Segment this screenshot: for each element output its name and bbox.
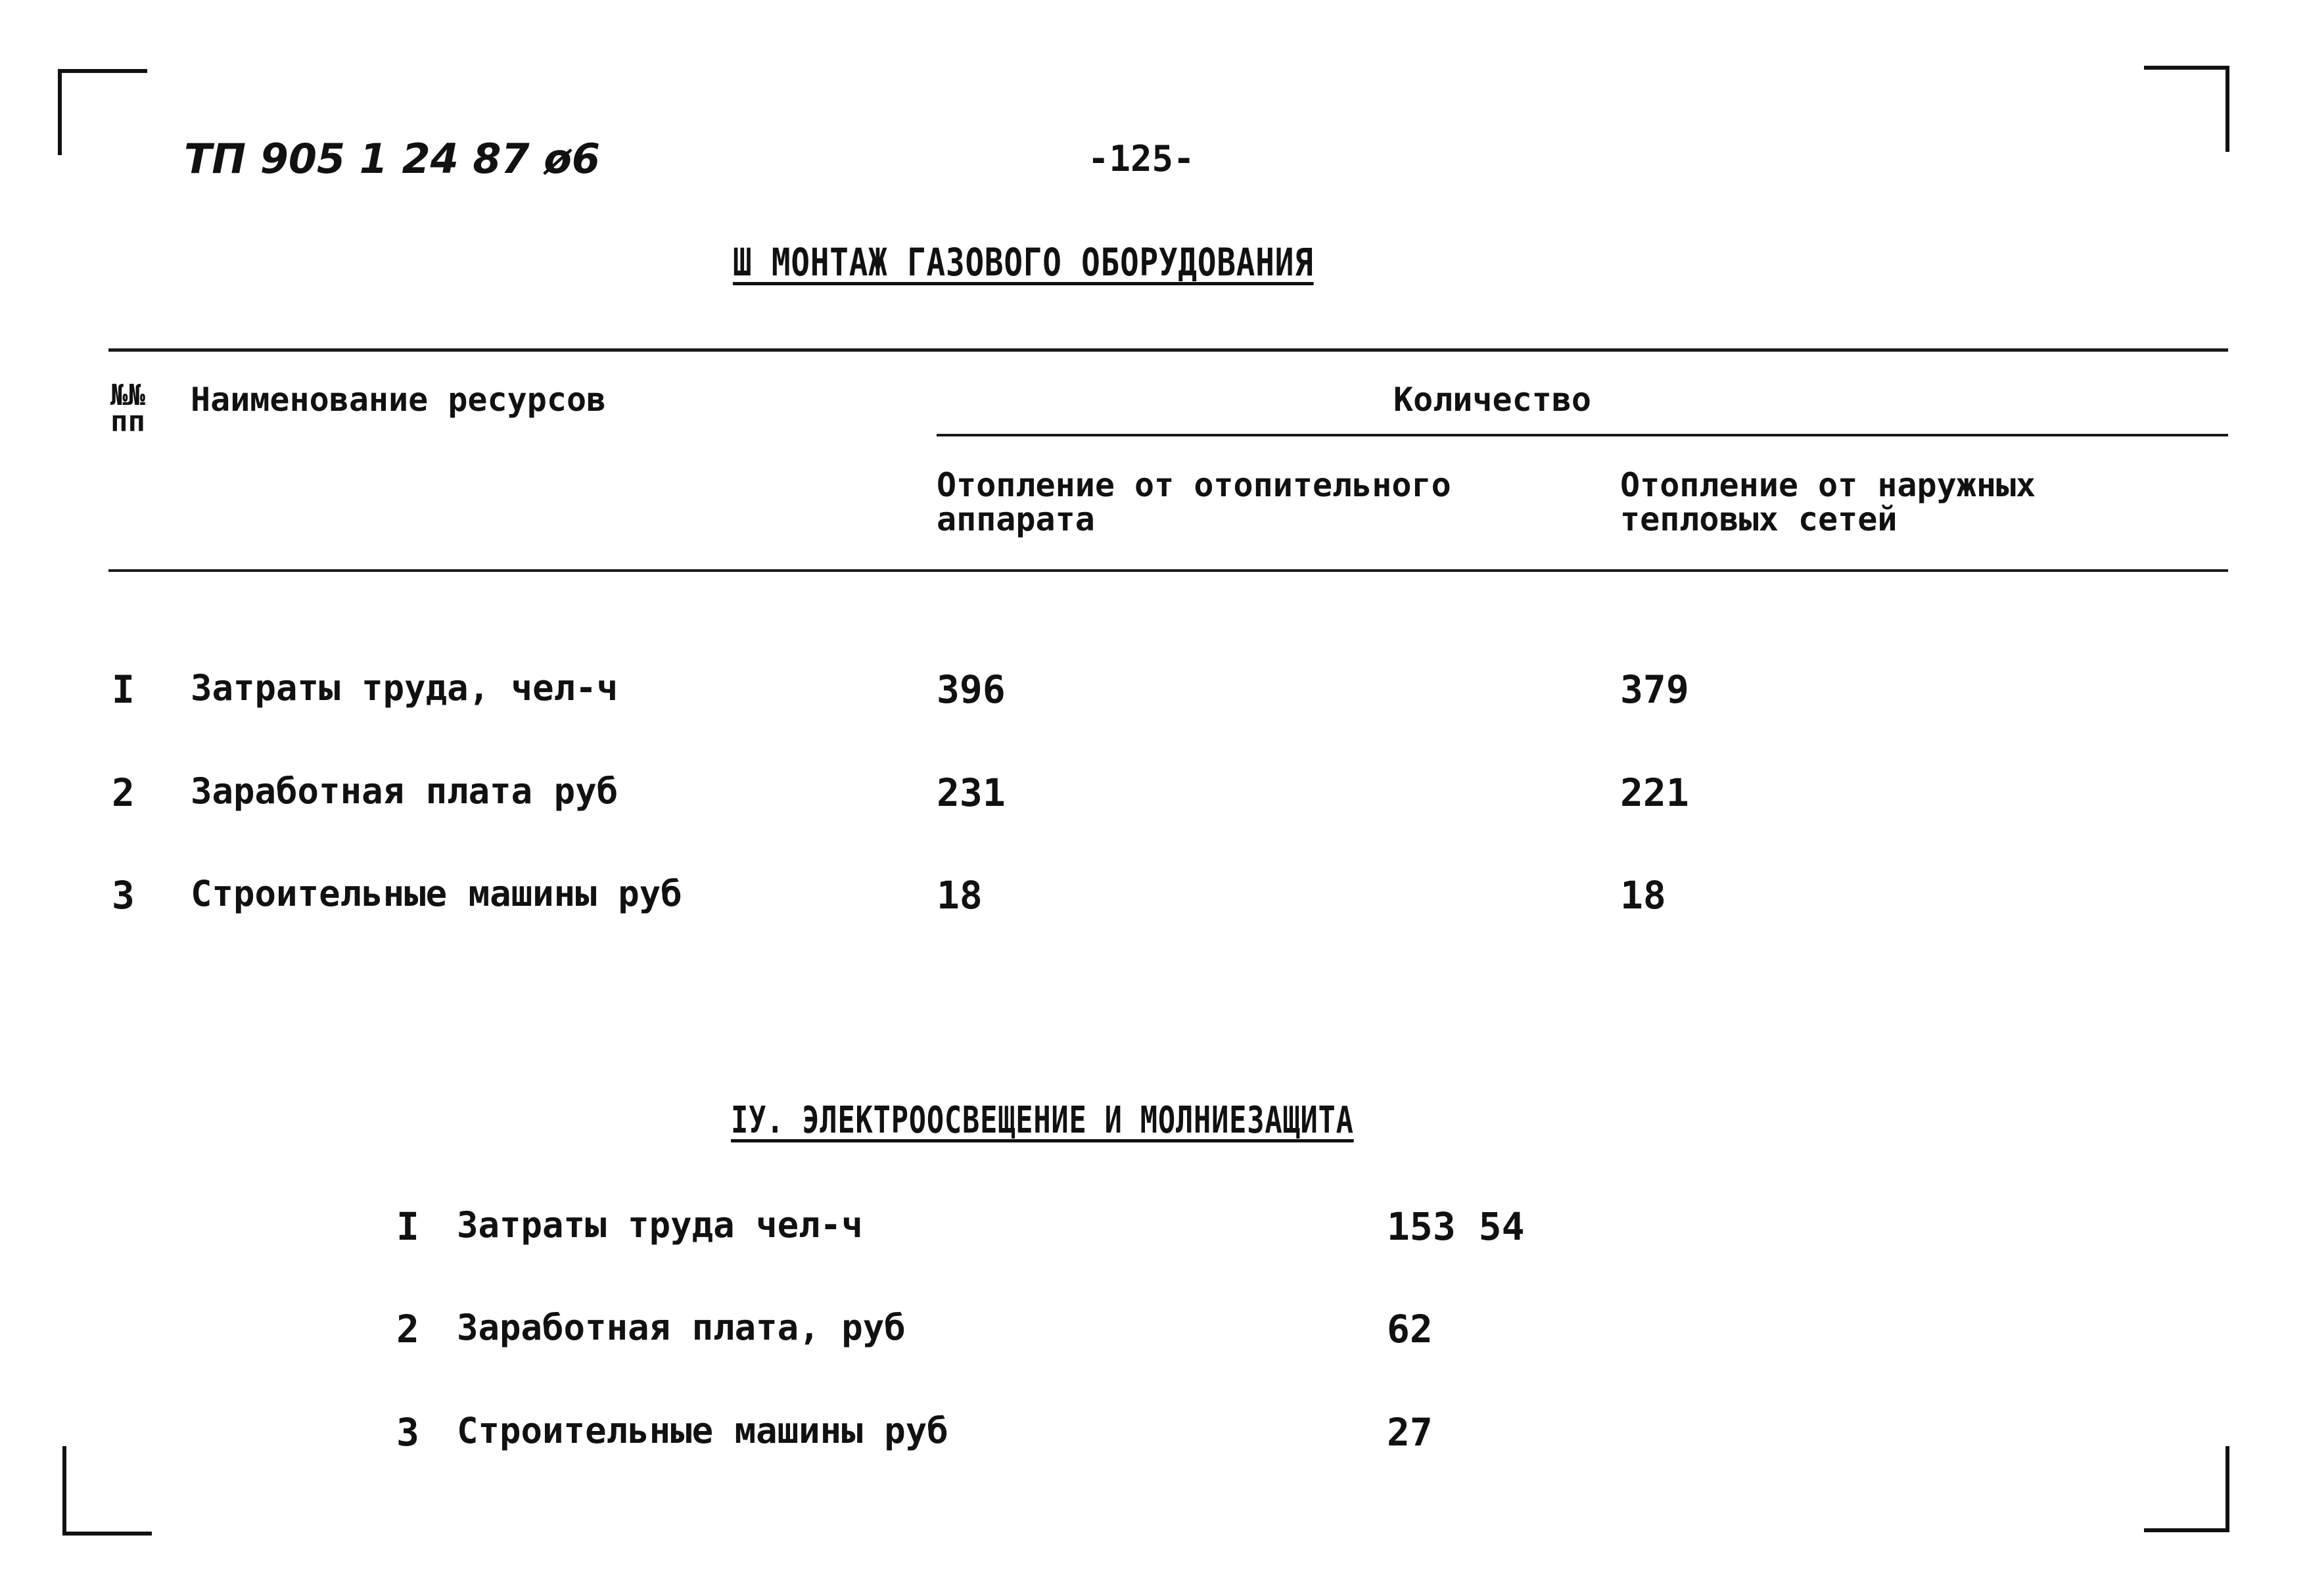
corner-mark-top-right [2144, 66, 2229, 152]
item-number: I [396, 1204, 419, 1249]
table-top-rule [108, 348, 2228, 352]
row-number: 3 [112, 873, 135, 918]
row-value-external-networks: 379 [1620, 667, 1689, 712]
header-quantity: Количество [1393, 381, 1592, 419]
row-resource-name: Строительные машины руб [191, 873, 682, 914]
item-resource-name: Заработная плата, руб [457, 1307, 906, 1348]
row-value-heating-apparatus: 231 [937, 770, 1006, 815]
row-value-heating-apparatus: 396 [937, 667, 1006, 712]
header-row-number: №№ пп [110, 379, 145, 438]
quantity-subheader-rule [937, 434, 2228, 436]
item-value: 27 [1387, 1410, 1433, 1455]
item-number: 3 [396, 1410, 419, 1455]
header-col-heating-apparatus: Отопление от отопительного аппарата [937, 466, 1451, 538]
row-value-external-networks: 221 [1620, 770, 1689, 815]
section-3-title: Ш МОНТАЖ ГАЗОВОГО ОБОРУДОВАНИЯ [733, 240, 1314, 285]
row-resource-name: Затраты труда, чел-ч [191, 667, 618, 709]
item-resource-name: Строительные машины руб [457, 1410, 948, 1451]
row-number: 2 [112, 770, 135, 815]
row-resource-name: Заработная плата руб [191, 770, 618, 812]
header-resource-name: Наименование ресурсов [191, 381, 607, 419]
page-number: -125- [1088, 138, 1195, 179]
item-resource-name: Затраты труда чел-ч [457, 1204, 863, 1246]
corner-mark-top-left [58, 69, 147, 155]
row-value-heating-apparatus: 18 [937, 873, 983, 918]
header-col-heating-external-networks: Отопление от наружных тепловых сетей [1620, 466, 2036, 538]
row-value-external-networks: 18 [1620, 873, 1666, 918]
item-value: 62 [1387, 1307, 1433, 1351]
table-header-bottom-rule [108, 569, 2228, 572]
item-number: 2 [396, 1307, 419, 1351]
item-value: 153 54 [1387, 1204, 1525, 1249]
document-code: ТП 905 1 24 87 ø6 [184, 135, 600, 183]
section-4-title: IУ. ЭЛЕКТРООСВЕЩЕНИЕ И МОЛНИЕЗАЩИТА [731, 1099, 1354, 1142]
corner-mark-bottom-left [62, 1446, 152, 1536]
corner-mark-bottom-right [2144, 1446, 2229, 1532]
row-number: I [112, 667, 135, 712]
